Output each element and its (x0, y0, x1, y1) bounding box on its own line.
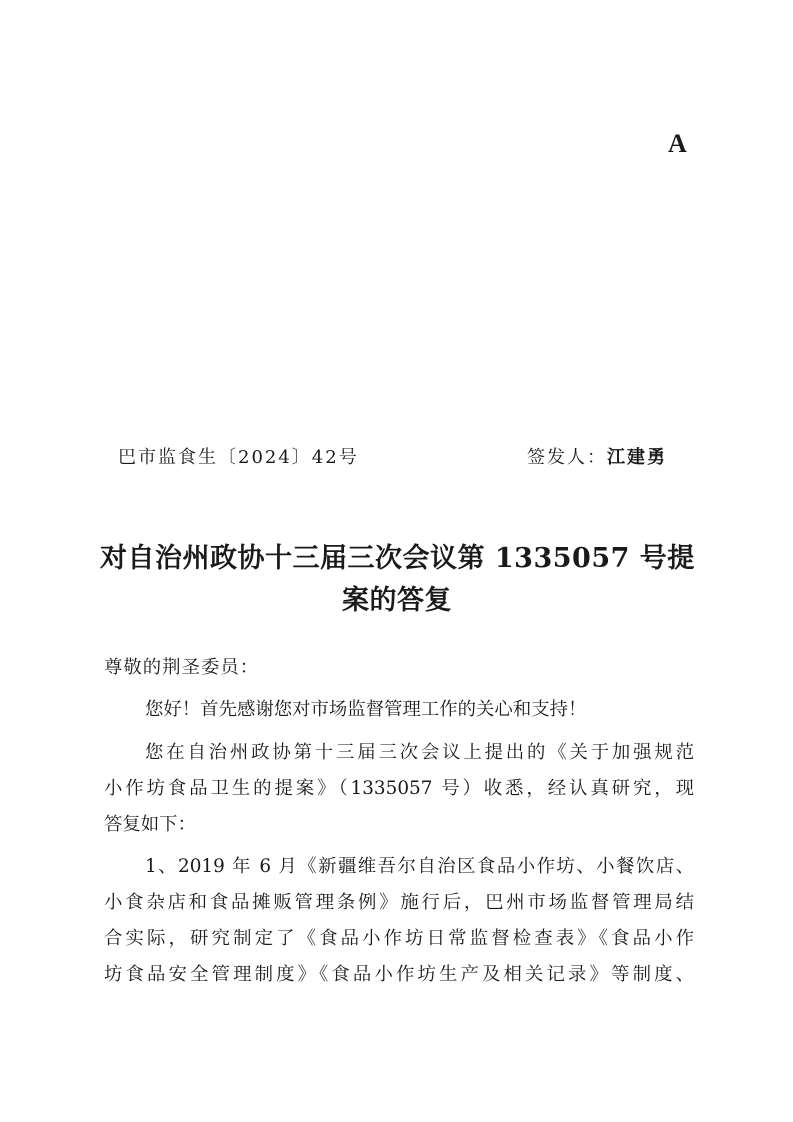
paragraph-2-line-1: 您在自治州政协第十三届三次会议上提出的《关于加强规范 (145, 742, 694, 763)
document-number: 巴市监食生〔2024〕42号 (118, 447, 359, 468)
paragraph-3-line-3: 合实际，研究制定了《食品小作坊日常监督检查表》《食品小作 (104, 928, 694, 949)
document-title (100, 538, 694, 622)
title-line-1: 对自治州政协十三届三次会议第 1335057 号提 (100, 543, 695, 574)
paragraph-2-line-3: 答复如下： (104, 814, 196, 835)
paragraph-2-line-2: 小作坊食品卫生的提案》（1335057 号）收悉，经认真研究，现 (104, 778, 694, 799)
paragraph-3-line-2: 小食杂店和食品摊贩管理条例》施行后，巴州市场监督管理局结 (104, 892, 694, 913)
salutation: 尊敬的荆圣委员： (104, 657, 260, 678)
signer-name: 江建勇 (607, 447, 667, 468)
document-grade-mark: A (668, 129, 687, 158)
signer-label: 签发人： (527, 447, 607, 468)
signer-block (527, 445, 667, 471)
paragraph-1-line-1: 您好！首先感谢您对市场监督管理工作的关心和支持！ (145, 699, 587, 720)
paragraph-3-line-4: 坊食品安全管理制度》《食品小作坊生产及相关记录》等制度、 (104, 964, 694, 985)
paragraph-3-line-1: 1、2019 年 6 月《新疆维吾尔自治区食品小作坊、小餐饮店、 (145, 856, 694, 877)
title-line-2: 案的答复 (342, 585, 452, 616)
